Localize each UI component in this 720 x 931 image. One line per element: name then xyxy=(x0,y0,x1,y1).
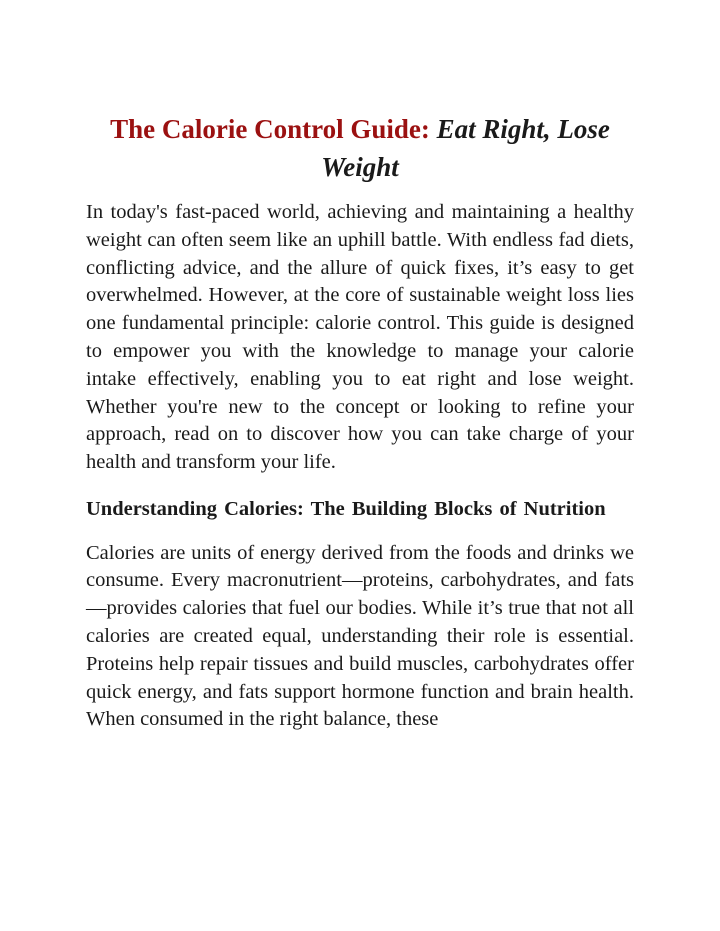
section-heading: Understanding Calories: The Building Blocks of Nutrition xyxy=(86,497,606,520)
title-highlight: The Calorie Control Guide: xyxy=(110,114,430,144)
document-page xyxy=(86,110,634,734)
section-paragraph: Calories are units of energy derived from the foods and drinks we consume. Every macronutrient—proteins, carbohydrates, and fats—provides calories that fuel our bodies. While it’s true that not all calories are created equal, understanding their role is essential. Proteins help repair tissues and build muscles, carbohydrates offer quick energy, and fats support hormone function and brain health. When consumed in the right balance, these xyxy=(86,541,634,731)
title-emphasis: Eat Right, Lose Weight xyxy=(321,114,610,182)
intro-paragraph: In today's fast-paced world, achieving and maintaining a healthy weight can often seem like an uphill battle. With endless fad diets, conflicting advice, and the allure of quick fixes, it’s easy to get overwhelmed. However, at the core of sustainable weight loss lies one fundamental principle: calorie control. This guide is designed to empower you with the knowledge to manage your calorie intake effectively, enabling you to eat right and lose weight. Whether you're new to the concept or looking to refine your approach, read on to discover how you can take charge of your health and transform your life. xyxy=(86,201,634,474)
page-title xyxy=(86,110,634,186)
